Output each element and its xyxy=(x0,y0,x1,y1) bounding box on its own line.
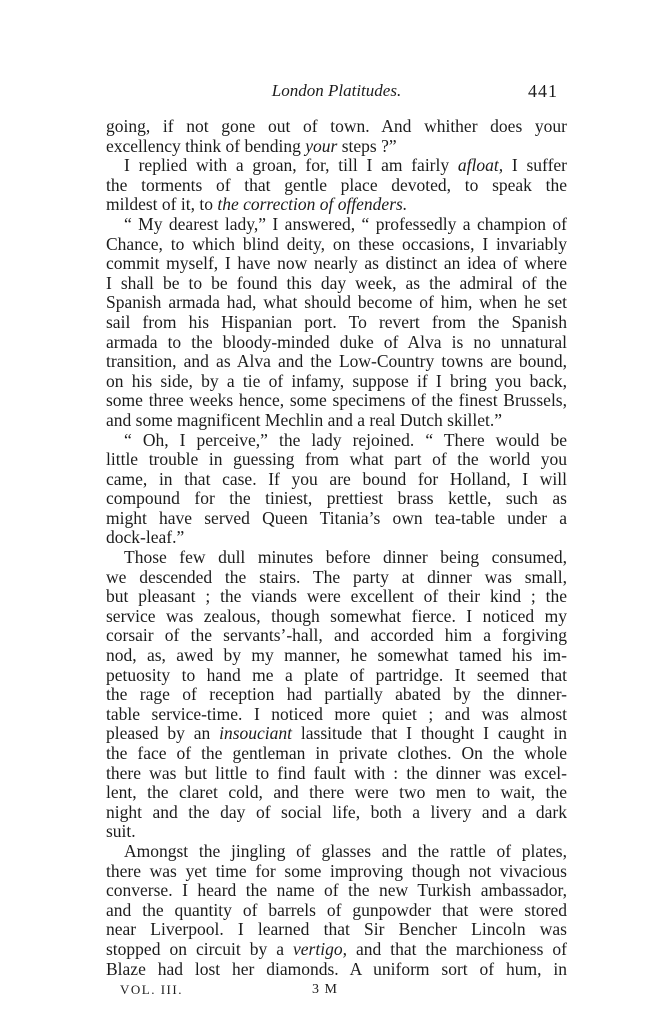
page-footer xyxy=(106,980,567,1000)
text-line xyxy=(106,450,567,470)
text-line xyxy=(106,293,567,313)
text-run: and some magnificent Mechlin and a real Dutch skillet.” xyxy=(106,410,503,430)
text-line xyxy=(106,607,567,627)
text-run: corsair of the servants’-hall, and accorded him a forgiving xyxy=(106,626,567,646)
text-line xyxy=(106,705,567,725)
text-line xyxy=(106,881,567,901)
text-run: there was yet time for some improving though not vivacious xyxy=(106,861,567,881)
text-line xyxy=(106,274,567,294)
text-line xyxy=(106,313,567,333)
text-line xyxy=(106,195,567,215)
text-run: night and the day of social life, both a livery and a dark xyxy=(106,802,567,822)
text-line xyxy=(106,862,567,882)
text-run: Those few dull minutes before dinner being consumed, xyxy=(124,548,567,568)
italic-text: your xyxy=(305,136,338,156)
text-run: excellency think of bending xyxy=(106,136,306,156)
text-line xyxy=(106,548,567,568)
text-run: stopped on circuit by a xyxy=(106,939,293,959)
text-run: table service-time. I noticed more quiet ; and was almost xyxy=(106,704,567,724)
text-line xyxy=(106,352,567,372)
text-line xyxy=(106,842,567,862)
text-run: pleased by an xyxy=(106,724,220,744)
text-run: but pleasant ; the viands were excellent of their kind ; the xyxy=(106,587,567,607)
text-run: steps ?” xyxy=(337,136,397,156)
text-line xyxy=(106,411,567,431)
text-run: and the quantity of barrels of gunpowder that were stored xyxy=(106,900,567,920)
text-run: little trouble in guessing from what part of the world you xyxy=(106,450,567,470)
paragraph xyxy=(106,156,567,215)
text-run: might have served Queen Titania’s own tea-table under a xyxy=(106,508,567,528)
text-line xyxy=(106,822,567,842)
text-run: commit myself, I have now nearly as distinct an idea of where xyxy=(106,254,567,274)
paragraph xyxy=(106,842,567,979)
volume-label: VOL. III. xyxy=(120,982,183,997)
paragraph xyxy=(106,431,567,549)
text-line xyxy=(106,156,567,176)
text-line xyxy=(106,783,567,803)
paragraph xyxy=(106,117,567,156)
text-run: converse. I heard the name of the new Turkish ambassador, xyxy=(106,881,567,901)
text-run: Spanish armada had, what should become of him, when he set xyxy=(106,293,567,313)
text-line xyxy=(106,235,567,255)
text-run: some three weeks hence, some specimens of the finest Brussels, xyxy=(106,391,567,411)
text-line xyxy=(106,626,567,646)
text-run: I suffer xyxy=(503,156,567,176)
running-title: London Platitudes. xyxy=(271,81,402,100)
text-line xyxy=(106,764,567,784)
text-run: going, if not gone out of town. And whither does your xyxy=(106,117,567,136)
text-run: lassitude that I thought I caught in xyxy=(292,724,567,744)
text-line xyxy=(106,431,567,451)
text-line xyxy=(106,117,567,137)
text-line xyxy=(106,137,567,157)
text-run: we descended the stairs. The party at dinner was small, xyxy=(106,567,567,587)
text-run: “ Oh, I perceive,” the lady rejoined. “ There would be xyxy=(124,430,567,450)
text-line xyxy=(106,391,567,411)
text-line xyxy=(106,685,567,705)
signature-mark: 3 M xyxy=(312,982,338,997)
text-line xyxy=(106,372,567,392)
text-run: armada to the bloody-minded duke of Alva is no unnatural xyxy=(106,332,567,352)
paragraph xyxy=(106,215,567,431)
text-line xyxy=(106,509,567,529)
text-run: suit. xyxy=(106,822,136,842)
text-run: Chance, to which blind deity, on these occasions, I invariably xyxy=(106,234,567,254)
text-run: petuosity to hand me a plate of partridge. It seemed that xyxy=(106,665,567,685)
text-line xyxy=(106,568,567,588)
text-line xyxy=(106,470,567,490)
italic-text: the correction of offenders. xyxy=(217,195,408,215)
text-run: Amongst the jingling of glasses and the rattle of plates, xyxy=(124,841,567,861)
text-line xyxy=(106,666,567,686)
text-run: I replied with a groan, for, till I am fairly xyxy=(124,156,458,176)
italic-text: vertigo, xyxy=(293,939,347,959)
text-run: and that the marchioness of xyxy=(346,939,567,959)
text-run: lent, the claret cold, and there were two men to wait, the xyxy=(106,783,567,803)
running-head xyxy=(106,81,567,101)
text-line xyxy=(106,960,567,980)
text-line xyxy=(106,803,567,823)
text-line xyxy=(106,920,567,940)
text-run: service was zealous, though somewhat fierce. I noticed my xyxy=(106,606,567,626)
text-run: there was but little to find fault with : the dinner was excel- xyxy=(106,763,567,783)
text-run: Blaze had lost her diamonds. A uniform sort of hum, in xyxy=(106,959,567,979)
text-line xyxy=(106,646,567,666)
text-line xyxy=(106,744,567,764)
italic-text: insouciant xyxy=(219,724,293,744)
text-run: sail from his Hispanian port. To revert from the Spanish xyxy=(106,312,567,332)
text-run: transition, and as Alva and the Low-Country towns are bound, xyxy=(106,352,567,372)
text-line xyxy=(106,489,567,509)
text-run: the torments of that gentle place devoted, to speak the xyxy=(106,175,567,195)
text-line xyxy=(106,215,567,235)
text-line xyxy=(106,940,567,960)
text-run: “ My dearest lady,” I answered, “ professedly a champion of xyxy=(124,214,567,234)
text-run: the rage of reception had partially abated by the dinner- xyxy=(106,685,567,705)
text-run: nod, as, awed by my manner, he somewhat tamed his im- xyxy=(106,646,567,666)
text-run: the face of the gentleman in private clothes. On the whole xyxy=(106,744,567,763)
text-run: I shall be to be found this day week, as the admiral of the xyxy=(106,273,567,293)
page-number: 441 xyxy=(528,81,558,101)
text-line xyxy=(106,254,567,274)
text-run: near Liverpool. I learned that Sir Bencher Lincoln was xyxy=(106,920,567,940)
text-line xyxy=(106,333,567,353)
italic-text: afloat, xyxy=(457,156,504,176)
text-run: dock-leaf.” xyxy=(106,528,185,548)
paragraph xyxy=(106,548,567,842)
text-run: mildest of it, to xyxy=(106,195,218,215)
text-line xyxy=(106,587,567,607)
text-run: came, in that case. If you are bound for Holland, I will xyxy=(106,469,567,489)
text-line xyxy=(106,901,567,921)
text-run: compound for the tiniest, prettiest brass kettle, such as xyxy=(106,489,567,509)
body-text xyxy=(106,117,567,979)
text-line xyxy=(106,528,567,548)
text-line xyxy=(106,724,567,744)
text-run: on his side, by a tie of infamy, suppose if I bring you back, xyxy=(106,371,567,391)
text-line xyxy=(106,176,567,196)
